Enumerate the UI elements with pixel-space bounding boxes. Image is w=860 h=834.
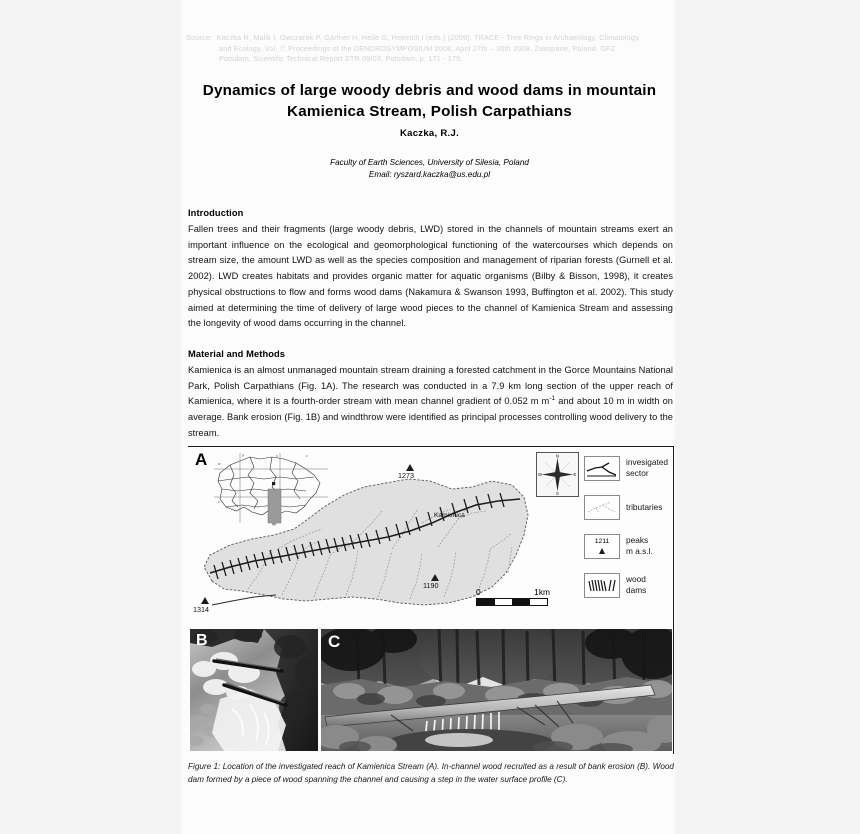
peak-marker-1273 bbox=[406, 464, 414, 471]
figure-right-border bbox=[673, 446, 674, 754]
section-heading-introduction: Introduction bbox=[188, 208, 244, 218]
methods-text-part1: Kamienica is an almost unmanaged mountain stream draining a forested catchment in the Gorce Mountains National Park, Polish Carpathians (Fig. 1A). The research was conducted in a 7.9 km long section of the upper reach of Kamienica, where it is a fourth-order stream with mean channel gradient of 0.052 m m bbox=[188, 365, 673, 407]
page-title bbox=[186, 80, 673, 122]
section-body-methods bbox=[188, 363, 673, 442]
source-line-2: and Ecology, Vol. 7: Proceedings of the DENDROSYMPOSIUM 2008, April 27th – 30th 2008, Zakopane, Poland. GFZ bbox=[219, 43, 616, 53]
scalebar-seg-2 bbox=[495, 599, 513, 605]
panel-a-label: A bbox=[195, 450, 208, 469]
figure-caption: Figure 1: Location of the investigated reach of Kamienica Stream (A). In-channel wood recruited as a result of bank erosion (B). Wood dam formed by a piece of wood spanning the channel and causing a step in the water surface profile (C). bbox=[188, 762, 674, 785]
methods-superscript: -1 bbox=[549, 395, 556, 403]
tributaries-symbol bbox=[584, 495, 620, 520]
svg-text:W: W bbox=[537, 472, 543, 477]
source-line-1: Source: Kaczka R, Malik I, Owczarek P, Gärtner H, Helle G, Heinrich I (eds.) (2009): TRACE - Tree Rings in Archaeology, Climatology bbox=[186, 33, 639, 42]
compass-rose-icon bbox=[536, 452, 579, 497]
svg-text:z: z bbox=[306, 454, 308, 458]
svg-text:o: o bbox=[276, 454, 278, 458]
peak-label-1273: 1273 bbox=[398, 471, 414, 480]
svg-text:c: c bbox=[218, 500, 220, 504]
peak-label-1190: 1190 bbox=[423, 581, 439, 590]
legend-text-line-1: peaks bbox=[626, 535, 649, 546]
legend-text-line-1: tributaries bbox=[626, 501, 663, 512]
scalebar-seg-3 bbox=[512, 599, 530, 605]
section-body-introduction: Fallen trees and their fragments (large woody debris, LWD) stored in the channels of mountain streams exert an important influence on the ecological and geomorphological functioning of the watercourses which depends on stream size, the amount LWD as well as the species composition and management of riparian forests (Gurnell et al. 2002). LWD creates habitats and provides organic matter for aquatic organisms (Bilby & Bisson, 1998), it creates physical obstructions to flow and forms wood dams (Nakamura & Swanson 1993, Buffington et al. 2002). This study aimed at determining the time of delivery of large wood pieces to the channel of Kamienica Stream and assessing the longevity of wood dams occurring in the channel. bbox=[188, 224, 673, 329]
figure-panel-c-photo bbox=[321, 629, 672, 751]
svg-text:P: P bbox=[242, 454, 245, 458]
legend-text-line-2: m a.s.l. bbox=[626, 546, 653, 556]
panel-c-label: C bbox=[328, 632, 341, 651]
legend-label-investigated-sector bbox=[626, 457, 668, 478]
peaks-symbol bbox=[584, 534, 620, 559]
legend-peak-value: 1211 bbox=[594, 537, 610, 545]
legend-label-tributaries bbox=[626, 502, 662, 513]
author-email: Email: ryszard.kaczka@us.edu.pl bbox=[368, 170, 491, 180]
svg-text:E: E bbox=[573, 472, 577, 477]
photo-wood-dam bbox=[321, 629, 672, 751]
wood-dams-symbol bbox=[584, 573, 620, 598]
section-heading-methods: Material and Methods bbox=[188, 349, 286, 359]
source-citation bbox=[186, 33, 673, 65]
legend-row-wood-dams bbox=[584, 572, 672, 598]
svg-text:y: y bbox=[272, 522, 274, 526]
peak-marker-1314 bbox=[201, 597, 209, 604]
figure-panel-b-photo bbox=[190, 629, 318, 751]
scalebar-seg-4 bbox=[530, 599, 548, 605]
legend-peak-triangle-icon bbox=[599, 548, 605, 554]
panel-b-label: B bbox=[196, 632, 208, 649]
legend-row-tributaries bbox=[584, 494, 672, 520]
scalebar-bar bbox=[476, 598, 548, 606]
figure-panel-a-map bbox=[188, 447, 673, 627]
svg-text:S: S bbox=[556, 491, 559, 496]
scalebar-seg-1 bbox=[477, 599, 495, 605]
peak-label-1314: 1314 bbox=[193, 605, 209, 614]
legend-text-line-2: sector bbox=[626, 468, 649, 478]
methods-text-part2: and about 10 m in width on average. Bank erosion (Fig. 1B) and windthrow were identified as principal processes controlling wood delivery to the stream. bbox=[188, 396, 673, 438]
legend-label-wood-dams bbox=[626, 574, 646, 595]
scalebar-end-label: 1km bbox=[534, 587, 550, 597]
legend-text-line-2: dams bbox=[626, 585, 647, 595]
investigated-sector-symbol bbox=[584, 456, 620, 481]
author-name: Kaczka, R.J. bbox=[399, 128, 460, 139]
map-legend bbox=[584, 455, 672, 611]
map-scalebar bbox=[476, 587, 548, 606]
legend-row-peaks bbox=[584, 533, 672, 559]
source-line-3: Potsdam, Scientific Technical Report STR 09/03, Potsdam, p. 171 - 175. bbox=[219, 54, 463, 64]
title-line-1: Dynamics of large woody debris and wood dams in mountain bbox=[202, 82, 657, 99]
photo-bank-erosion bbox=[190, 629, 318, 751]
stream-label-kamienica: Kamienica bbox=[434, 512, 465, 519]
figure-1 bbox=[188, 446, 674, 754]
author-affiliation bbox=[186, 157, 673, 182]
legend-text-line-1: invesigated bbox=[626, 457, 668, 468]
legend-label-peaks bbox=[626, 535, 653, 556]
scalebar-start-label: 0 bbox=[476, 587, 481, 597]
svg-text:w: w bbox=[218, 462, 221, 466]
legend-text-line-1: wood bbox=[626, 574, 646, 585]
affiliation-line: Faculty of Earth Sciences, University of Silesia, Poland bbox=[330, 158, 529, 167]
peak-marker-1190 bbox=[431, 574, 439, 581]
title-line-2: Kamienica Stream, Polish Carpathians bbox=[287, 103, 572, 120]
legend-row-investigated-sector bbox=[584, 455, 672, 481]
svg-text:N: N bbox=[555, 453, 560, 459]
